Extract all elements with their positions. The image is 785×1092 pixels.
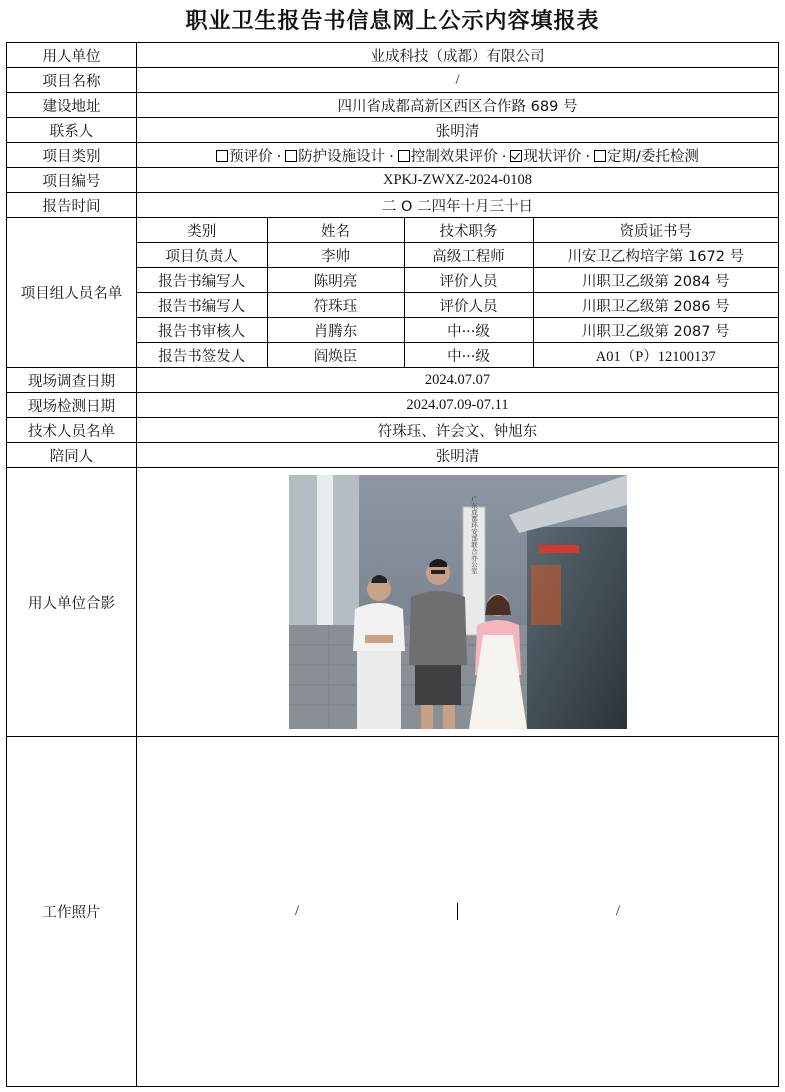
value-survey-date: 2024.07.07 — [137, 368, 779, 393]
label-companion: 陪同人 — [7, 443, 137, 468]
table-row — [137, 243, 778, 268]
member-certificate: 川职卫乙级第 2087 号 — [533, 318, 778, 343]
label-contact: 联系人 — [7, 118, 137, 143]
member-certificate: 川安卫乙构培字第 1672 号 — [533, 243, 778, 268]
page-title: 职业卫生报告书信息网上公示内容填报表 — [185, 9, 600, 34]
label-report-time: 报告时间 — [7, 193, 137, 218]
label-project-name: 项目名称 — [7, 68, 137, 93]
row-contact — [7, 118, 779, 143]
row-group-photo — [7, 468, 779, 737]
row-category — [7, 143, 779, 168]
team-table — [137, 218, 778, 367]
team-header-certificate: 资质证书号 — [533, 218, 778, 243]
separator: · — [501, 148, 507, 165]
member-title: 中···级 — [404, 318, 533, 343]
member-name: 肖腾东 — [267, 318, 404, 343]
member-name: 符珠珏 — [267, 293, 404, 318]
sign-text: 广东成都环安部联合办公室 — [469, 496, 478, 574]
label-address: 建设地址 — [7, 93, 137, 118]
group-photo-cell — [137, 468, 779, 737]
team-header-title: 技术职务 — [404, 218, 533, 243]
label-test-date: 现场检测日期 — [7, 393, 137, 418]
value-address: 四川省成都高新区西区合作路 689 号 — [137, 93, 779, 118]
label-work-photos: 工作照片 — [7, 737, 137, 1087]
member-certificate: 川职卫乙级第 2084 号 — [533, 268, 778, 293]
work-photo-right: / — [615, 903, 621, 919]
value-technicians: 符珠珏、许会文、钟旭东 — [137, 418, 779, 443]
row-project-no — [7, 168, 779, 193]
separator: · — [389, 148, 394, 165]
unchecked-box-icon — [398, 150, 410, 162]
row-technicians — [7, 418, 779, 443]
team-header-name: 姓名 — [267, 218, 404, 243]
work-photo-left: / — [137, 903, 458, 920]
checked-box-icon — [510, 150, 522, 162]
checkbox-pre-evaluation[interactable]: 预评价 — [216, 149, 273, 165]
value-project-no: XPKJ-ZWXZ-2024-0108 — [137, 168, 779, 193]
checkbox-periodic-testing[interactable]: 定期/委托检测 — [594, 149, 699, 165]
checkbox-control-effect[interactable]: 控制效果评价 — [398, 149, 498, 165]
member-title: 评价人员 — [404, 268, 533, 293]
member-title: 评价人员 — [404, 293, 533, 318]
member-certificate: A01（P）12100137 — [595, 348, 716, 365]
row-work-photos — [7, 737, 779, 1087]
checkbox-status-evaluation[interactable]: 现状评价 — [510, 149, 581, 165]
label-project-no: 项目编号 — [7, 168, 137, 193]
separator: · — [585, 148, 591, 165]
table-row — [137, 343, 778, 368]
unchecked-box-icon — [594, 150, 606, 162]
value-test-date: 2024.07.09-07.11 — [137, 393, 779, 418]
label-technicians: 技术人员名单 — [7, 418, 137, 443]
row-employer — [7, 43, 779, 68]
row-address — [7, 93, 779, 118]
row-test-date — [7, 393, 779, 418]
value-contact: 张明清 — [137, 118, 779, 143]
unchecked-box-icon — [216, 150, 228, 162]
member-certificate: 川职卫乙级第 2086 号 — [533, 293, 778, 318]
team-header-row — [137, 218, 778, 243]
row-team — [7, 218, 779, 368]
category-options — [137, 143, 779, 168]
row-report-time — [7, 193, 779, 218]
label-team: 项目组人员名单 — [7, 218, 137, 368]
separator: · — [276, 148, 282, 165]
member-role: 报告书编写人 — [137, 268, 267, 293]
unchecked-box-icon — [285, 150, 297, 162]
checkbox-protection-design[interactable]: 防护设施设计 — [285, 149, 385, 165]
member-role: 报告书签发人 — [137, 343, 267, 368]
table-row — [137, 318, 778, 343]
value-report-time: 二 O 二四年十月三十日 — [137, 193, 779, 218]
label-category: 项目类别 — [7, 143, 137, 168]
info-table — [6, 42, 779, 1087]
row-project-name — [7, 68, 779, 93]
member-role: 项目负责人 — [137, 243, 267, 268]
member-title: 中···级 — [404, 343, 533, 368]
table-row — [137, 268, 778, 293]
member-role: 报告书审核人 — [137, 318, 267, 343]
value-project-name: / — [137, 68, 779, 93]
member-name: 阎焕臣 — [267, 343, 404, 368]
label-employer: 用人单位 — [7, 43, 137, 68]
label-group-photo: 用人单位合影 — [7, 468, 137, 737]
value-employer: 业成科技（成都）有限公司 — [137, 43, 779, 68]
group-photo — [289, 475, 627, 729]
row-survey-date — [7, 368, 779, 393]
row-companion — [7, 443, 779, 468]
value-companion: 张明清 — [137, 443, 779, 468]
label-survey-date: 现场调查日期 — [7, 368, 137, 393]
table-row — [137, 293, 778, 318]
member-title: 高级工程师 — [404, 243, 533, 268]
member-name: 陈明亮 — [267, 268, 404, 293]
member-role: 报告书编写人 — [137, 293, 267, 318]
member-name: 李帅 — [267, 243, 404, 268]
team-header-category: 类别 — [137, 218, 267, 243]
